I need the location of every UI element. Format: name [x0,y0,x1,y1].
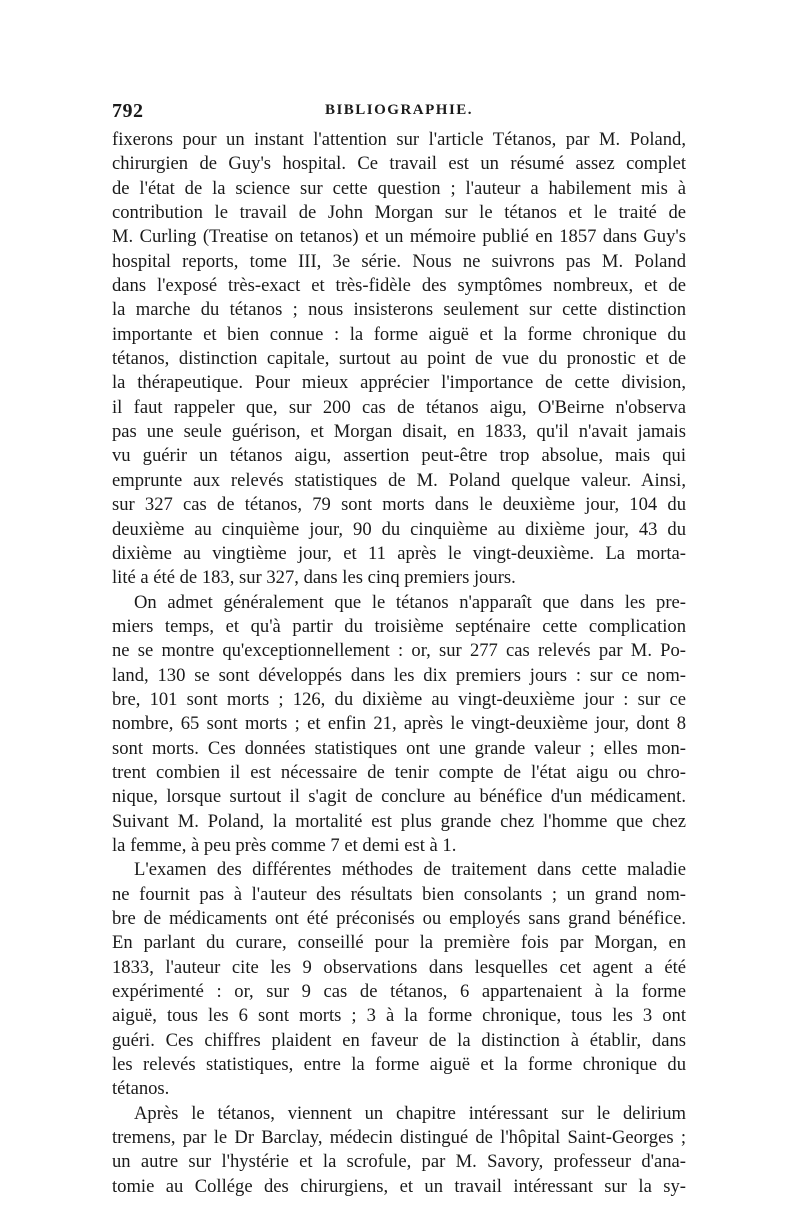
text-line: il faut rappeler que, sur 200 cas de tétanos aigu, O'Beirne n'observa [112,396,686,418]
text-line: fixerons pour un instant l'attention sur l'article Tétanos, par M. Poland, [112,129,686,150]
text-line: sont morts. Ces données statistiques ont une grande valeur ; elles mon- [112,737,686,759]
text-line: contribution le travail de John Morgan sur le tétanos et le traité de [112,202,686,224]
text-line: tétanos, distinction capitale, surtout au point de vue du pronostic et de [112,348,686,370]
text-line: les relevés statistiques, entre la forme aiguë et la forme chronique du [112,1054,686,1076]
text-line: nique, lorsque surtout il s'agit de conclure au bénéfice d'un médicament. [112,786,686,808]
text-line: emprunte aux relevés statistiques de M. Poland quelque valeur. Ainsi, [112,469,686,491]
text-line: la marche du tétanos ; nous insisterons seulement sur cette distinction [112,299,686,321]
paragraph-end-line: tétanos. [112,1078,170,1100]
text-line: ne se montre qu'exceptionnellement : or, sur 277 cas relevés par M. Po- [112,640,686,662]
text-line: hospital reports, tome III, 3e série. Nous ne suivrons pas M. Poland [112,250,686,272]
text-line: trent combien il est nécessaire de tenir compte de l'état aigu ou chro- [112,761,686,783]
text-line: miers temps, et qu'à partir du troisième septénaire cette complication [112,615,686,637]
text-line: de l'état de la science sur cette question ; l'auteur a habilement mis à [112,177,686,199]
body-text [112,128,686,1199]
text-line: bre, 101 sont morts ; 126, du dixième au vingt-deuxième jour : sur ce [112,688,686,710]
text-line: la thérapeutique. Pour mieux apprécier l'importance de cette division, [112,372,686,394]
page-header [112,100,686,126]
text-line: pas une seule guérison, et Morgan disait, en 1833, qu'il n'avait jamais [112,421,686,443]
text-line: un autre sur l'hystérie et la scrofule, par M. Savory, professeur d'ana- [112,1151,686,1173]
text-line: chirurgien de Guy's hospital. Ce travail est un résumé assez complet [112,153,686,175]
text-line: Suivant M. Poland, la mortalité est plus grande chez l'homme que chez [112,810,686,832]
paragraph-start-line: L'examen des différentes méthodes de traitement dans cette maladie [134,859,686,881]
text-line: vu guérir un tétanos aigu, assertion peut-être trop absolue, mais qui [112,445,686,467]
paragraph-start-line: On admet généralement que le tétanos n'apparaît que dans les pre- [134,591,686,613]
text-line: dans l'exposé très-exact et très-fidèle des symptômes nombreux, et de [112,275,686,297]
text-line: guéri. Ces chiffres plaident en faveur de la distinction à établir, dans [112,1029,686,1051]
page-number: 792 [112,100,144,122]
text-line: 1833, l'auteur cite les 9 observations dans lesquelles cet agent a été [112,956,686,978]
text-line: tomie au Collége des chirurgiens, et un travail intéressant sur la sy- [112,1175,686,1197]
paragraph-start-line: Après le tétanos, viennent un chapitre intéressant sur le delirium [134,1102,686,1124]
paragraph-end-line: lité a été de 183, sur 327, dans les cinq premiers jours. [112,567,516,589]
paragraph-end-line: la femme, à peu près comme 7 et demi est à 1. [112,834,457,856]
text-line: M. Curling (Treatise on tetanos) et un mémoire publié en 1857 dans Guy's [112,226,686,248]
text-line: deuxième au cinquième jour, 90 du cinquième au dixième jour, 43 du [112,518,686,540]
text-line: aiguë, tous les 6 sont morts ; 3 à la forme chronique, tous les 3 ont [112,1005,686,1027]
text-line: tremens, par le Dr Barclay, médecin distingué de l'hôpital Saint-Georges ; [112,1127,686,1149]
text-line: land, 130 se sont développés dans les dix premiers jours : sur ce nom- [112,664,686,686]
text-line: nombre, 65 sont morts ; et enfin 21, après le vingt-deuxième jour, dont 8 [112,713,686,735]
text-line: sur 327 cas de tétanos, 79 sont morts dans le deuxième jour, 104 du [112,494,686,516]
running-head: BIBLIOGRAPHIE. [324,102,474,118]
text-line: expérimenté : or, sur 9 cas de tétanos, 6 appartenaient à la forme [112,981,686,1003]
text-line: En parlant du curare, conseillé pour la première fois par Morgan, en [112,932,686,954]
text-line: ne fournit pas à l'auteur des résultats bien consolants ; un grand nom- [112,883,686,905]
text-line: importante et bien connue : la forme aiguë et la forme chronique du [112,323,686,345]
text-line: dixième au vingtième jour, et 11 après le vingt-deuxième. La morta- [112,542,686,564]
text-line: bre de médicaments ont été préconisés ou employés sans grand bénéfice. [112,908,686,929]
